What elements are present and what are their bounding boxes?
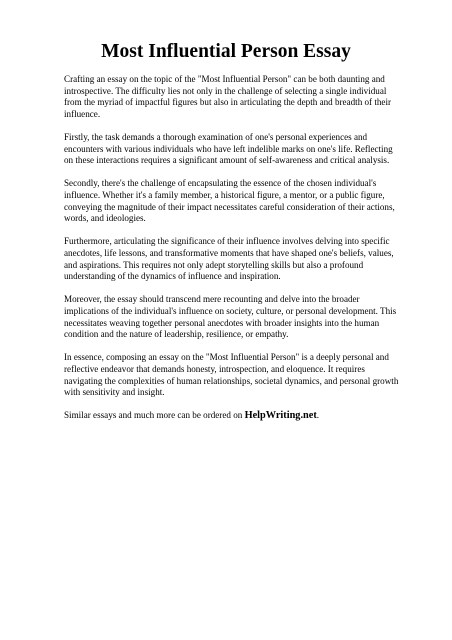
paragraph-1: Crafting an essay on the topic of the "Most Influential Person" can be both daunting and introspective. The difficulty lies not only in the challenge of selecting a single individual from the myriad of impactful figures but also in articulating the depth and breadth of their influence. (64, 74, 392, 120)
document-body (64, 74, 402, 422)
paragraph-2: Firstly, the task demands a thorough examination of one's personal experiences and encounters with various individuals who have left indelible marks on one's life. Reflecting on these interactions requires a significant amount of self-awareness and critical analysis. (64, 132, 393, 166)
paragraph-3: Secondly, there's the challenge of encapsulating the essence of the chosen individual's influence. Whether it's a family member, a historical figure, a mentor, or a public figure, conveying the magnitude of their impact necessitates careful consideration of their actions, words, and ideologies. (64, 178, 395, 224)
closing-line (64, 410, 402, 422)
closing-text: Similar essays and much more can be ordered on (64, 410, 243, 421)
brand-link[interactable]: HelpWriting.net (244, 410, 317, 422)
paragraph-6: In essence, composing an essay on the "Most Influential Person" is a deeply personal and reflective endeavor that demands honesty, introspection, and eloquence. It requires navigating the complexities of human relationships, societal dynamics, and personal growth with sensitivity and insight. (64, 352, 399, 398)
document-title: Most Influential Person Essay (101, 41, 351, 62)
closing-suffix: . (316, 410, 320, 421)
paragraph-4: Furthermore, articulating the significance of their influence involves delving into specific anecdotes, life lessons, and transformative moments that have shaped one's beliefs, values, and aspirations. This requires not only adept storytelling skills but also a profound understanding of the dynamics of influence and inspiration. (64, 236, 394, 282)
paragraph-5: Moreover, the essay should transcend mere recounting and delve into the broader implications of the individual's influence on society, culture, or personal development. This necessitates weaving together personal anecdotes with broader insights into the human condition and the nature of leadership, resilience, or empathy. (64, 294, 397, 340)
